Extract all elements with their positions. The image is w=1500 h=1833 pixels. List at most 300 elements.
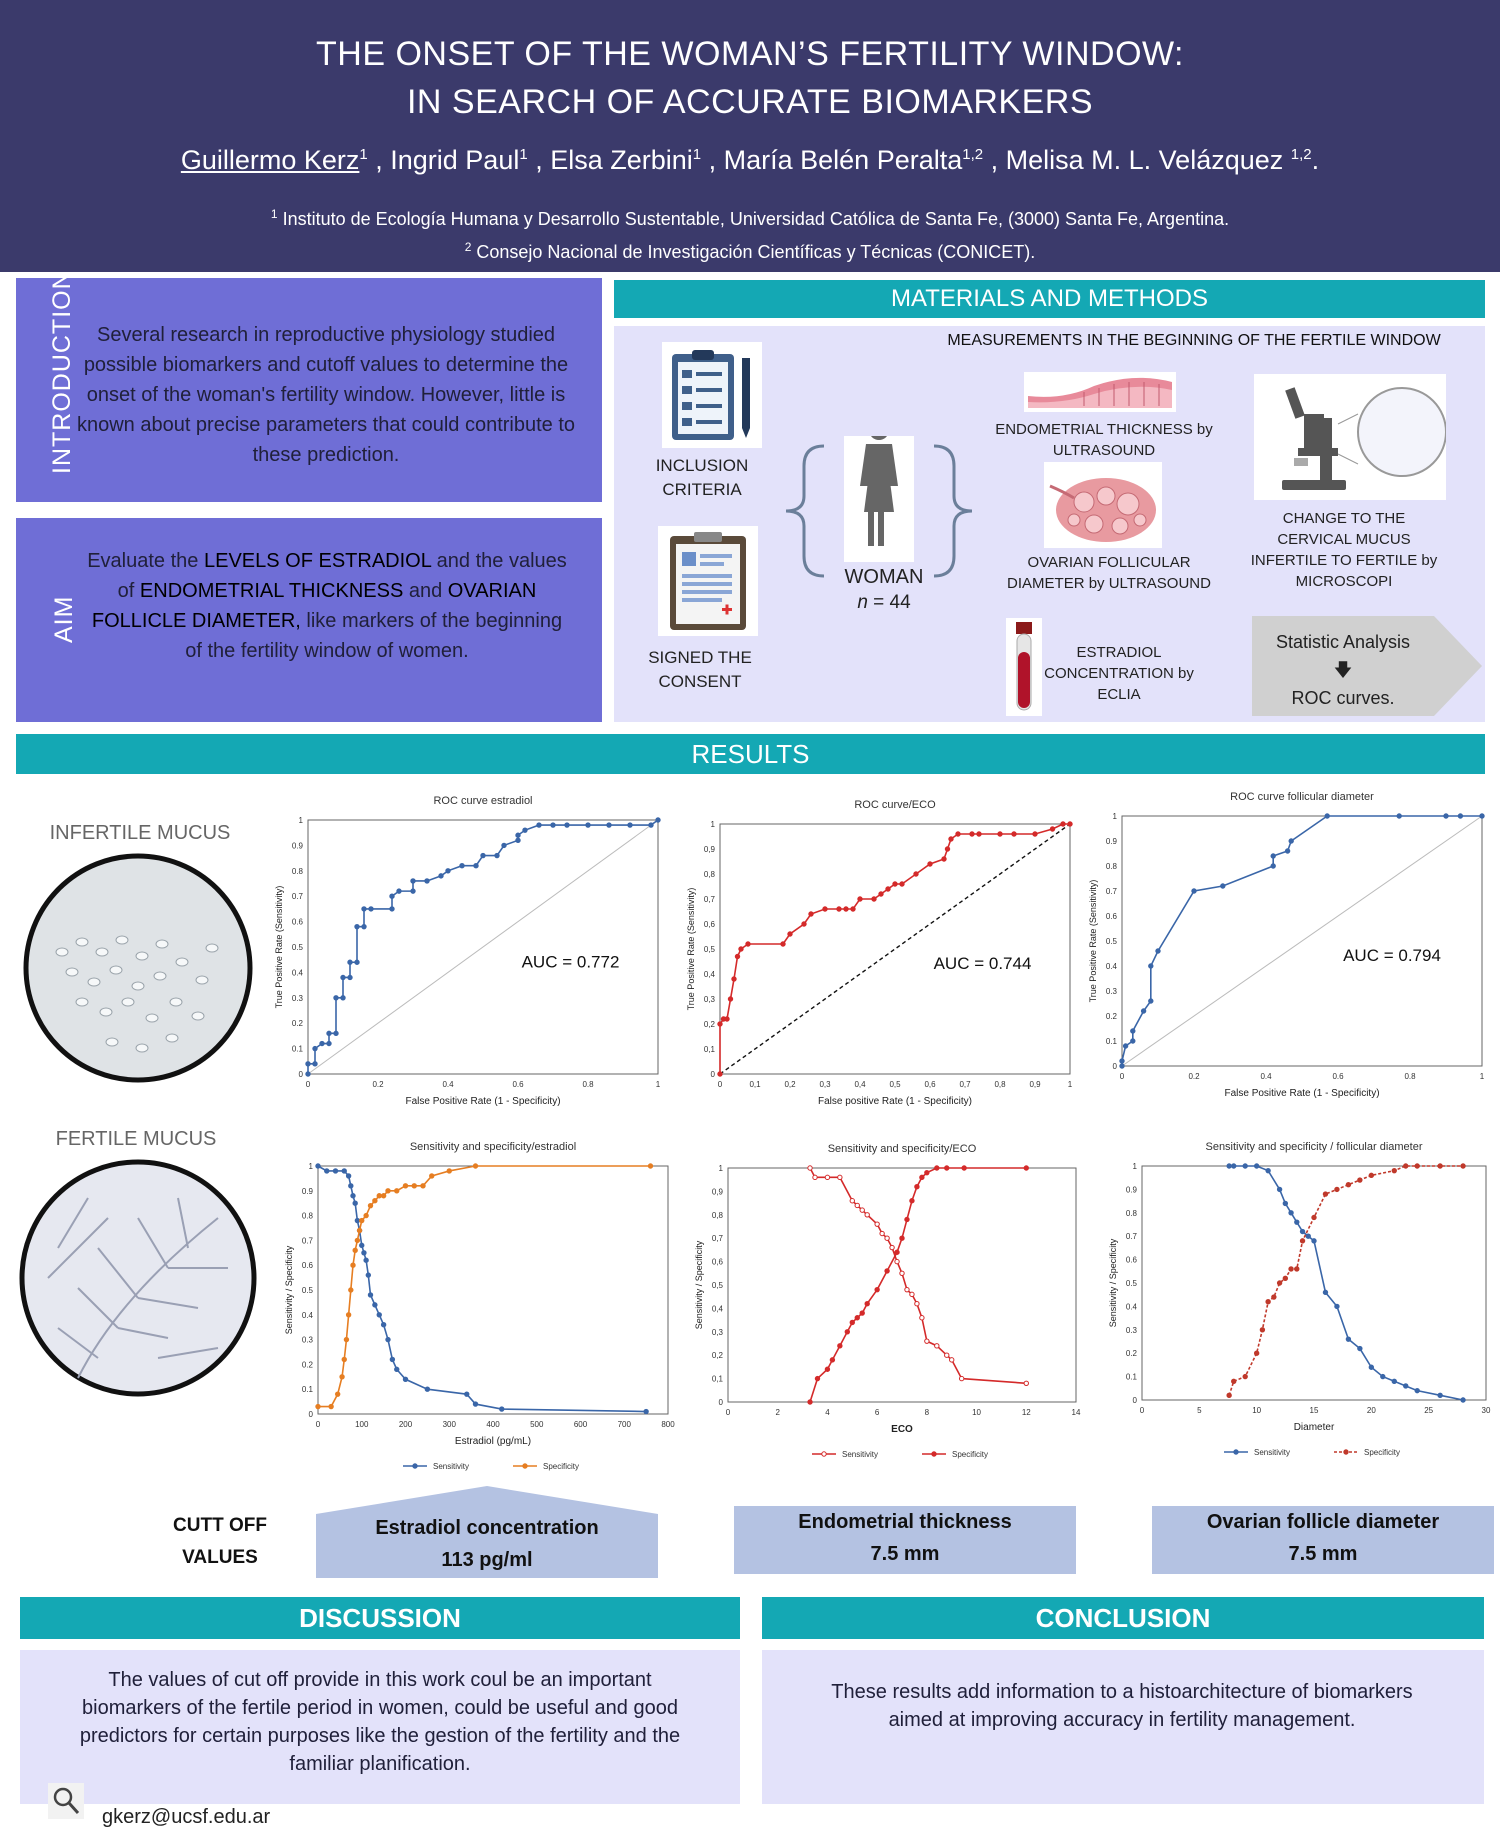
y-tick-label: 0.6 xyxy=(1125,1255,1137,1265)
estradiol-concentration-label: ESTRADIOL CONCENTRATION by ECLIA xyxy=(1044,644,1194,703)
infertile-mucus-label: INFERTILE MUCUS xyxy=(49,822,231,844)
legend-marker xyxy=(523,1464,527,1468)
data-point xyxy=(386,1189,390,1193)
y-tick-label: 0.6 xyxy=(1105,912,1117,921)
legend-marker xyxy=(932,1452,936,1456)
data-point xyxy=(313,1046,317,1050)
cutoff-value: 113 pg/ml xyxy=(441,1549,533,1571)
data-point xyxy=(362,1251,366,1255)
data-point xyxy=(1312,1239,1316,1243)
x-tick-label: 100 xyxy=(355,1420,369,1429)
cutoff-label-line-1: CUTT OFF xyxy=(173,1515,267,1536)
y-tick-label: 0.7 xyxy=(1105,887,1117,896)
x-tick-label: 2 xyxy=(775,1408,780,1417)
data-point xyxy=(381,1194,385,1198)
y-tick-label: 1 xyxy=(718,1164,723,1173)
data-point xyxy=(447,1169,451,1173)
data-point xyxy=(1192,889,1196,893)
data-point xyxy=(942,857,946,861)
data-point xyxy=(1289,839,1293,843)
y-axis-label: True Positive Rate (Sensitivity) xyxy=(686,887,696,1011)
x-tick-label: 300 xyxy=(442,1420,456,1429)
y-tick-label: 0.4 xyxy=(291,968,303,978)
aim-text-part: and the values of xyxy=(117,550,567,602)
y-tick-label: 0.4 xyxy=(1125,1302,1137,1312)
data-point xyxy=(1243,1374,1247,1378)
data-point xyxy=(875,1222,879,1226)
x-tick-label: 14 xyxy=(1071,1408,1081,1417)
y-tick-label: 0.3 xyxy=(1125,1325,1137,1335)
data-point xyxy=(838,1344,842,1348)
y-axis-label: Sensitivity / Specificity xyxy=(694,1240,704,1330)
endometrium-illustration xyxy=(1024,372,1176,412)
data-point xyxy=(845,1330,849,1334)
x-tick-label: 0,2 xyxy=(784,1080,796,1089)
y-tick-label: 1 xyxy=(1112,812,1117,821)
y-tick-label: 0.7 xyxy=(301,1236,313,1246)
y-tick-label: 0,7 xyxy=(703,895,715,904)
poster-header xyxy=(0,0,1500,272)
data-point xyxy=(1392,1379,1396,1383)
y-tick-label: 0,2 xyxy=(703,1020,715,1029)
data-point xyxy=(808,1166,812,1170)
data-point xyxy=(1141,1009,1145,1013)
data-point xyxy=(962,1166,966,1170)
y-tick-label: 0.4 xyxy=(301,1310,313,1320)
data-point xyxy=(465,1392,469,1396)
data-point xyxy=(885,1269,889,1273)
data-point xyxy=(353,1201,357,1205)
x-tick-label: 0,7 xyxy=(959,1080,971,1089)
data-point xyxy=(809,912,813,916)
x-tick-label: 0.8 xyxy=(1404,1072,1416,1081)
data-point xyxy=(360,1243,364,1247)
data-point xyxy=(1283,1276,1287,1280)
cutoff-name: Endometrial thickness xyxy=(798,1511,1012,1533)
y-axis-label: Sensitivity / Specificity xyxy=(1108,1238,1118,1328)
data-point xyxy=(1260,1328,1264,1332)
data-point xyxy=(316,1164,320,1168)
y-tick-label: 0,4 xyxy=(703,970,715,979)
x-tick-label: 0,9 xyxy=(1029,1080,1041,1089)
x-tick-label: 1 xyxy=(655,1080,661,1089)
introduction-text: Several research in reproductive physiology studied possible biomarkers and cutoff values to determine the onset of the woman's fertility window. However, little is known about precise parameters that could contribute to these prediction. xyxy=(76,324,576,466)
data-point xyxy=(1295,1267,1299,1271)
data-point xyxy=(900,1236,904,1240)
sensitivity-specificity-follicular-diameter xyxy=(1102,1136,1496,1462)
data-point xyxy=(1444,814,1448,818)
data-point xyxy=(306,1062,310,1066)
checklist-icon xyxy=(662,342,762,448)
data-point xyxy=(346,1174,350,1178)
data-point xyxy=(1381,1374,1385,1378)
legend-entry: Specificity xyxy=(1364,1448,1401,1457)
discussion-panel xyxy=(20,1650,740,1804)
author-sup: 1,2 xyxy=(1290,146,1312,163)
introduction-label: INTRODUCTION xyxy=(48,270,76,474)
ovarian-follicular-label: OVARIAN FOLLICULAR DIAMETER by ULTRASOUND xyxy=(1007,554,1211,592)
data-point xyxy=(373,1303,377,1307)
data-point xyxy=(928,862,932,866)
y-tick-label: 0,5 xyxy=(711,1281,723,1290)
x-tick-label: 0.4 xyxy=(1260,1072,1272,1081)
data-point xyxy=(348,960,352,964)
data-point xyxy=(1232,1164,1236,1168)
x-tick-label: 800 xyxy=(661,1420,675,1429)
author-sup: 1,2 xyxy=(962,146,984,163)
x-tick-label: 20 xyxy=(1366,1406,1376,1415)
data-point xyxy=(865,1302,869,1306)
y-tick-label: 0.4 xyxy=(1105,962,1117,971)
data-point xyxy=(815,1376,819,1380)
data-point xyxy=(516,838,520,842)
data-point xyxy=(1404,1164,1408,1168)
data-point xyxy=(1369,1365,1373,1369)
discussion-header: DISCUSSION xyxy=(20,1597,740,1639)
y-tick-label: 0,2 xyxy=(711,1351,723,1361)
auc-annotation: AUC = 0.772 xyxy=(521,952,620,972)
data-point xyxy=(872,897,876,901)
data-point xyxy=(334,996,338,1000)
auc-annotation: AUC = 0.794 xyxy=(1343,946,1441,965)
data-point xyxy=(1346,1337,1350,1341)
data-point xyxy=(956,832,960,836)
aim-highlight-ovarian: OVARIAN FOLLICLE DIAMETER, xyxy=(91,580,537,632)
x-tick-label: 0,1 xyxy=(749,1080,761,1089)
data-point xyxy=(327,1041,331,1045)
sample-size-n: n xyxy=(857,592,868,613)
data-point xyxy=(1123,1044,1127,1048)
y-tick-label: 0.7 xyxy=(291,892,303,902)
x-tick-label: 0,6 xyxy=(924,1080,936,1089)
data-point xyxy=(1050,827,1054,831)
data-point xyxy=(656,818,660,822)
data-point xyxy=(1243,1164,1247,1168)
y-tick-label: 0 xyxy=(710,1070,715,1079)
data-point xyxy=(1271,864,1275,868)
y-tick-label: 0,7 xyxy=(711,1234,723,1244)
author-sup: 1 xyxy=(359,146,368,163)
cervical-mucus-label: CHANGE TO THE CERVICAL MUCUS INFERTILE TO FERTILE by MICROSCOPI xyxy=(1250,510,1438,590)
cutoff-name: Estradiol concentration xyxy=(375,1517,599,1539)
data-point xyxy=(1254,1164,1258,1168)
author-name: Melisa M. L. Velázquez xyxy=(1005,145,1284,175)
fertile-mucus-micrograph xyxy=(18,1158,258,1398)
y-tick-label: 1 xyxy=(1132,1162,1137,1171)
sensitivity-specificity-estradiol xyxy=(278,1136,678,1476)
x-tick-label: 400 xyxy=(486,1420,500,1429)
author-name: Elsa Zerbini xyxy=(550,145,693,175)
aim-text-part: Evaluate the xyxy=(87,550,199,572)
data-point xyxy=(523,828,527,832)
x-tick-label: 0.6 xyxy=(512,1080,524,1089)
x-tick-label: 10 xyxy=(972,1408,982,1417)
data-point xyxy=(910,1292,914,1296)
data-point xyxy=(1323,1290,1327,1294)
data-point xyxy=(421,1184,425,1188)
y-tick-label: 0.5 xyxy=(301,1286,313,1295)
data-point xyxy=(1227,1164,1231,1168)
data-point xyxy=(327,1031,331,1035)
legend-entry: Specificity xyxy=(952,1450,989,1459)
data-point xyxy=(355,1238,359,1242)
methods-subtitle: MEASUREMENTS IN THE BEGINNING OF THE FERTILE WINDOW xyxy=(947,332,1441,349)
x-tick-label: 0 xyxy=(315,1420,321,1429)
cutoff-ovarian xyxy=(1152,1506,1494,1570)
data-point xyxy=(460,864,464,868)
x-tick-label: 0,5 xyxy=(889,1080,901,1089)
affiliation-1: Instituto de Ecología Humana y Desarrollo Sustentable, Universidad Católica de Santa Fe, (3000) Santa Fe, Argentina. xyxy=(282,209,1230,229)
data-point xyxy=(970,832,974,836)
data-point xyxy=(920,1316,924,1320)
data-point xyxy=(880,1231,884,1235)
data-point xyxy=(1120,1064,1124,1068)
chart-background xyxy=(1102,1136,1496,1462)
data-point xyxy=(362,907,366,911)
data-point xyxy=(910,1199,914,1203)
data-point xyxy=(1415,1164,1419,1168)
aim-highlight-estradiol: LEVELS OF ESTRADIOL xyxy=(203,550,432,572)
chart-title: ROC curve follicular diameter xyxy=(1230,791,1374,803)
y-tick-label: 1 xyxy=(710,820,715,829)
aim-panel xyxy=(16,518,602,722)
data-point xyxy=(1295,1220,1299,1224)
x-tick-label: 0,8 xyxy=(994,1080,1006,1089)
data-point xyxy=(329,1404,333,1408)
y-tick-label: 0 xyxy=(718,1398,723,1407)
y-tick-label: 0,4 xyxy=(711,1304,723,1314)
data-point xyxy=(781,942,785,946)
chart-title: Sensitivity and specificity/ECO xyxy=(827,1143,977,1155)
y-tick-label: 0 xyxy=(298,1070,303,1079)
data-point xyxy=(537,823,541,827)
data-point xyxy=(865,1213,869,1217)
data-point xyxy=(364,1213,368,1217)
data-point xyxy=(551,823,555,827)
y-tick-label: 0.2 xyxy=(1125,1349,1137,1359)
y-tick-label: 0,9 xyxy=(711,1187,723,1197)
data-point xyxy=(355,924,359,928)
cutoff-estradiol xyxy=(316,1512,658,1576)
data-point xyxy=(430,1174,434,1178)
data-point xyxy=(885,1236,889,1240)
y-tick-label: 0,5 xyxy=(703,945,715,954)
data-point xyxy=(893,882,897,886)
x-tick-label: 4 xyxy=(825,1408,830,1417)
roc-curve-eco xyxy=(680,794,1080,1120)
author-name: Ingrid Paul xyxy=(390,145,520,175)
data-point xyxy=(1149,964,1153,968)
data-point xyxy=(502,843,506,847)
data-point xyxy=(325,1169,329,1173)
y-tick-label: 0.5 xyxy=(1105,937,1117,946)
y-tick-label: 0.2 xyxy=(301,1360,313,1370)
y-tick-label: 0.9 xyxy=(291,841,303,851)
roc-curve-follicular-diameter xyxy=(1082,786,1492,1112)
data-point xyxy=(473,1164,477,1168)
data-point xyxy=(1461,1398,1465,1402)
data-point xyxy=(1438,1164,1442,1168)
data-point xyxy=(369,907,373,911)
data-point xyxy=(1335,1187,1339,1191)
data-point xyxy=(945,847,949,851)
data-point xyxy=(341,975,345,979)
microscope-illustration xyxy=(1254,374,1446,500)
data-point xyxy=(1272,1295,1276,1299)
y-tick-label: 0.1 xyxy=(1105,1037,1117,1046)
data-point xyxy=(366,1273,370,1277)
data-point xyxy=(728,997,732,1001)
sample-size xyxy=(829,592,939,613)
data-point xyxy=(1266,1300,1270,1304)
y-tick-label: 0,8 xyxy=(703,870,715,879)
data-point xyxy=(346,1313,350,1317)
data-point xyxy=(1480,814,1484,818)
data-point xyxy=(377,1313,381,1317)
contact-email[interactable]: gkerz@ucsf.edu.ar xyxy=(102,1806,271,1828)
data-point xyxy=(1068,822,1072,826)
data-point xyxy=(340,1375,344,1379)
y-tick-label: 0.8 xyxy=(301,1211,313,1221)
data-point xyxy=(360,1218,364,1222)
data-point xyxy=(335,1392,339,1396)
data-point xyxy=(355,960,359,964)
data-point xyxy=(1306,1234,1310,1238)
data-point xyxy=(333,1169,337,1173)
data-point xyxy=(945,1166,949,1170)
data-point xyxy=(890,1245,894,1249)
data-point xyxy=(412,1184,416,1188)
data-point xyxy=(425,879,429,883)
data-point xyxy=(1232,1379,1236,1383)
inclusion-criteria-label: INCLUSION CRITERIA xyxy=(655,456,749,499)
data-point xyxy=(425,1387,429,1391)
data-point xyxy=(628,823,632,827)
x-tick-label: 700 xyxy=(617,1420,631,1429)
data-point xyxy=(349,1288,353,1292)
author-sup: 1 xyxy=(692,146,702,163)
data-point xyxy=(386,1337,390,1341)
data-point xyxy=(1369,1173,1373,1177)
introduction-panel xyxy=(16,270,602,502)
discussion-text: The values of cut off provide in this work coul be an important biomarkers of the fertile period in women, could be useful and good predictors for certain purposes like the gestion of the fertility and the familiar planification. xyxy=(79,1669,681,1775)
consent-form-icon xyxy=(658,526,758,636)
x-tick-label: 1 xyxy=(1479,1072,1485,1081)
data-point xyxy=(998,832,1002,836)
data-point xyxy=(1392,1168,1396,1172)
statistic-analysis-text xyxy=(1252,628,1434,712)
aim-text xyxy=(82,546,572,666)
y-tick-label: 0.6 xyxy=(291,917,303,927)
x-tick-label: 0.8 xyxy=(582,1080,594,1089)
x-tick-label: 0.2 xyxy=(372,1080,384,1089)
x-axis-label: False Positive Rate (1 - Specificity) xyxy=(1224,1088,1380,1099)
y-tick-label: 1 xyxy=(298,816,303,825)
data-point xyxy=(1024,1381,1028,1385)
legend-marker xyxy=(1234,1450,1238,1454)
data-point xyxy=(500,1407,504,1411)
infertile-mucus-micrograph xyxy=(22,852,254,1084)
data-point xyxy=(838,1175,842,1179)
data-point xyxy=(802,922,806,926)
cutoff-value: 7.5 mm xyxy=(870,1543,940,1565)
x-tick-label: 500 xyxy=(530,1420,544,1429)
y-tick-label: 0.6 xyxy=(301,1261,313,1271)
data-point xyxy=(316,1404,320,1408)
data-point xyxy=(648,1164,652,1168)
roc-curves-label: ROC curves. xyxy=(1291,688,1395,708)
data-point xyxy=(1012,832,1016,836)
data-point xyxy=(377,1194,381,1198)
data-point xyxy=(342,1169,346,1173)
data-point xyxy=(959,1376,963,1380)
ovary-illustration xyxy=(1044,462,1162,548)
data-point xyxy=(900,1271,904,1275)
data-point xyxy=(473,1402,477,1406)
data-point xyxy=(364,1258,368,1262)
results-header: RESULTS xyxy=(16,734,1485,774)
data-point xyxy=(732,977,736,981)
statistic-analysis-title: Statistic Analysis xyxy=(1275,632,1411,652)
data-point xyxy=(474,864,478,868)
data-point xyxy=(368,1203,372,1207)
x-tick-label: 200 xyxy=(398,1420,413,1429)
data-point xyxy=(1254,1351,1258,1355)
data-point xyxy=(644,1409,648,1413)
x-tick-label: 0 xyxy=(1139,1406,1145,1415)
data-point xyxy=(914,872,918,876)
aim-text-part: like markers of the beginning of the fertility window of women. xyxy=(185,610,563,662)
data-point xyxy=(920,1175,924,1179)
y-tick-label: 0,8 xyxy=(711,1210,723,1220)
data-point xyxy=(725,1017,729,1021)
conclusion-panel xyxy=(762,1650,1484,1804)
x-tick-label: 0 xyxy=(725,1408,731,1417)
data-point xyxy=(788,932,792,936)
data-point xyxy=(735,954,739,958)
data-point xyxy=(1061,822,1065,826)
y-tick-label: 0.3 xyxy=(291,993,303,1003)
data-point xyxy=(1271,854,1275,858)
search-icon xyxy=(48,1783,84,1819)
data-point xyxy=(351,1194,355,1198)
y-tick-label: 0.8 xyxy=(291,866,303,876)
data-point xyxy=(915,1185,919,1189)
x-axis-label: ECO xyxy=(891,1424,913,1435)
x-tick-label: 12 xyxy=(1021,1408,1031,1417)
roc-curve-estradiol xyxy=(268,790,668,1120)
data-point xyxy=(1323,1192,1327,1196)
data-point xyxy=(353,1248,357,1252)
cutoff-endometrial xyxy=(734,1506,1076,1570)
x-tick-label: 0 xyxy=(717,1080,723,1089)
author-name: Guillermo Kerz xyxy=(180,145,360,175)
data-point xyxy=(411,879,415,883)
data-point xyxy=(1458,814,1462,818)
data-point xyxy=(905,1217,909,1221)
data-point xyxy=(362,924,366,928)
sensitivity-specificity-eco xyxy=(688,1138,1086,1464)
data-point xyxy=(481,853,485,857)
data-point xyxy=(858,897,862,901)
legend-marker xyxy=(822,1452,826,1456)
data-point xyxy=(1283,1201,1287,1205)
cutoff-name: Ovarian follicle diameter xyxy=(1206,1511,1440,1533)
data-point xyxy=(905,1287,909,1291)
y-tick-label: 0.8 xyxy=(1125,1208,1137,1218)
x-tick-label: 0 xyxy=(305,1080,311,1089)
data-point xyxy=(1289,1211,1293,1215)
